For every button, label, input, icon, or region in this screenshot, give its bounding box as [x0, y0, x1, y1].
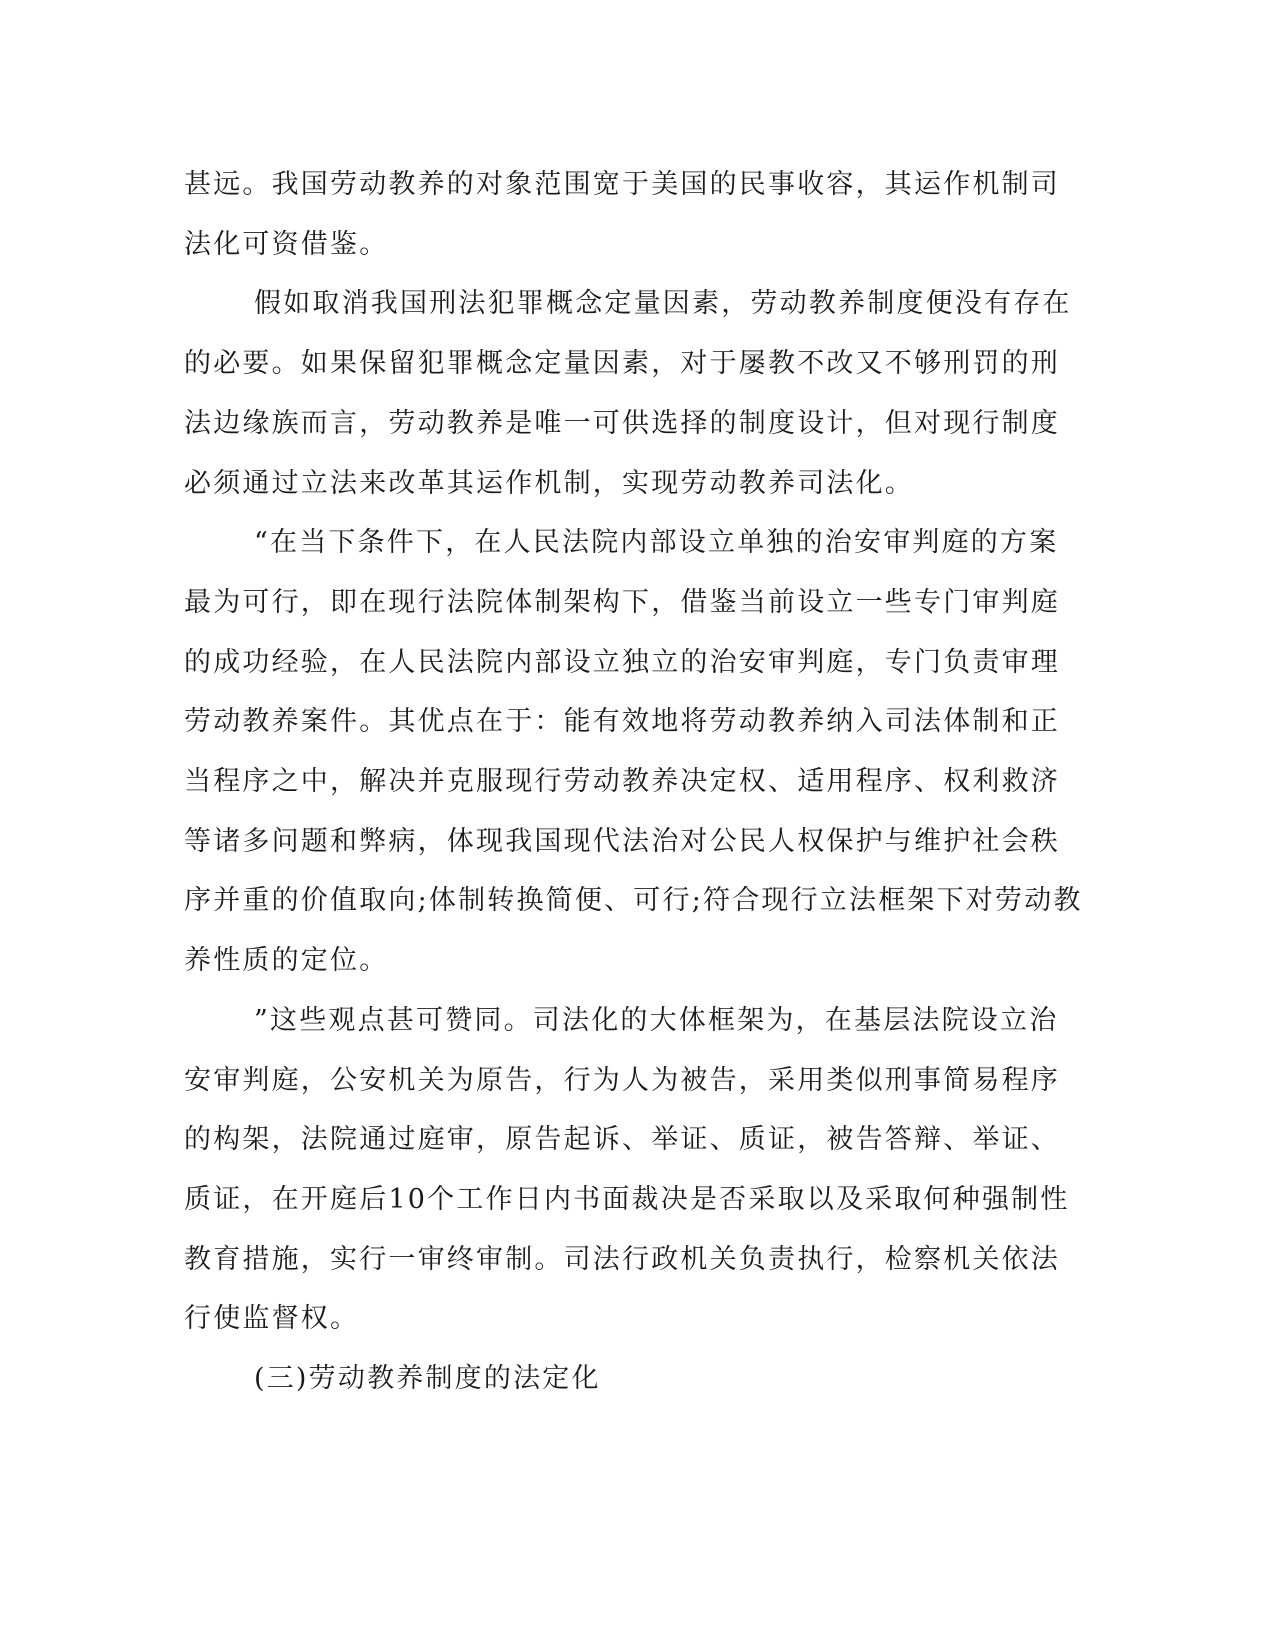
text-line: 序并重的价值取向;体制转换简便、可行;符合现行立法框架下对劳动教 [184, 885, 1083, 917]
text-line: 最为可行，即在现行法院体制架构下，借鉴当前设立一些专门审判庭 [184, 586, 1060, 618]
text-line: 教育措施，实行一审终审制。司法行政机关负责执行，检察机关依法 [184, 1243, 1060, 1275]
paragraph-quote [184, 513, 1084, 991]
text-line: 等诸多问题和弊病，体现我国现代法治对公民人权保护与维护社会秩 [184, 825, 1060, 857]
text-line: 法边缘族而言，劳动教养是唯一可供选择的制度设计，但对现行制度 [184, 407, 1060, 439]
paragraph-continuation [184, 155, 1084, 274]
text-line-indented: 假如取消我国刑法犯罪概念定量因素，劳动教养制度便没有存在 [254, 288, 1072, 320]
section-heading-text: (三)劳动教养制度的法定化 [254, 1363, 601, 1395]
text-line: 的成功经验，在人民法院内部设立独立的治安审判庭，专门负责审理 [184, 646, 1060, 678]
text-line: 的构架，法院通过庭审，原告起诉、举证、质证，被告答辩、举证、 [184, 1124, 1060, 1156]
text-line: 甚远。我国劳动教养的对象范围宽于美国的民事收容，其运作机制司 [184, 169, 1060, 200]
paragraph [184, 991, 1084, 1349]
text-line: 法化可资借鉴。 [184, 228, 389, 260]
text-line: 质证，在开庭后10个工作日内书面裁决是否采取以及采取何种强制性 [184, 1183, 1070, 1215]
text-line: 养性质的定位。 [184, 945, 389, 977]
text-line-indented: “在当下条件下，在人民法院内部设立单独的治安审判庭的方案 [254, 527, 1059, 559]
text-line-indented: ”这些观点甚可赞同。司法化的大体框架为，在基层法院设立治 [254, 1004, 1059, 1036]
text-line: 劳动教养案件。其优点在于：能有效地将劳动教养纳入司法体制和正 [184, 706, 1060, 738]
section-heading [184, 1349, 1084, 1409]
text-line: 必须通过立法来改革其运作机制，实现劳动教养司法化。 [184, 467, 914, 499]
text-line: 安审判庭，公安机关为原告，行为人为被告，采用类似刑事简易程序 [184, 1064, 1060, 1096]
text-line: 行使监督权。 [184, 1303, 360, 1335]
text-line: 当程序之中，解决并克服现行劳动教养决定权、适用程序、权利救济 [184, 766, 1060, 798]
text-line: 的必要。如果保留犯罪概念定量因素，对于屡教不改又不够刑罚的刑 [184, 348, 1060, 380]
document-body [184, 155, 1084, 1409]
paragraph [184, 274, 1084, 513]
